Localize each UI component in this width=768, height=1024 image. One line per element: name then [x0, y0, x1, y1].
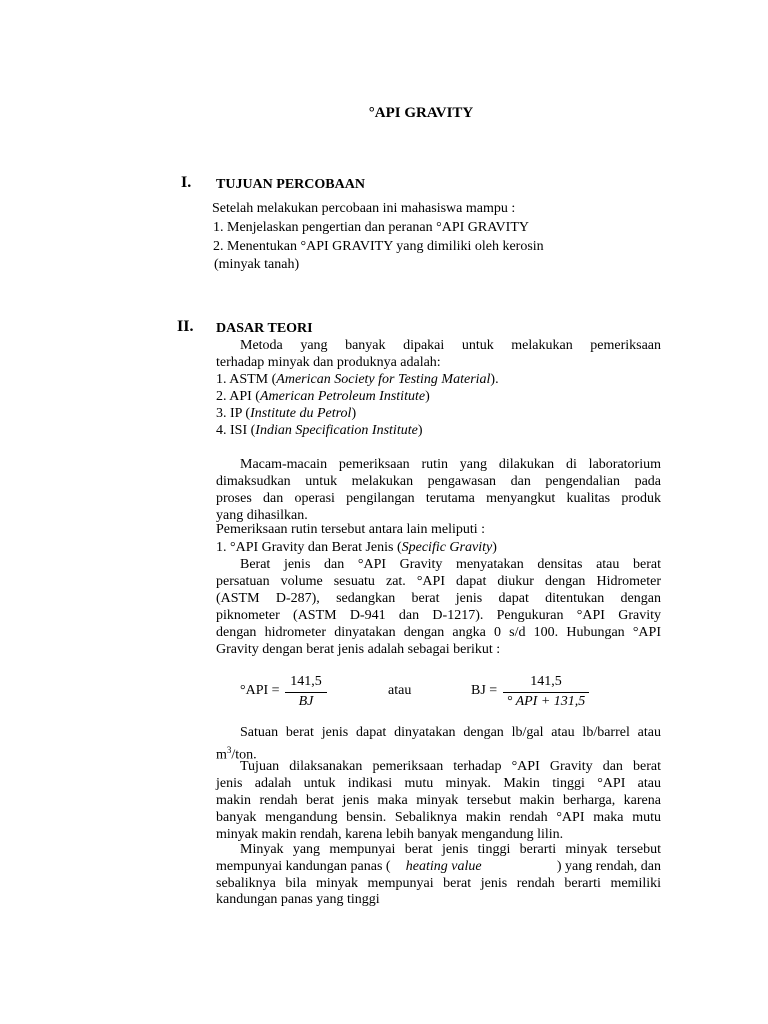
standard-item-isi: 4. ISI (Indian Specification Institute) — [216, 423, 423, 438]
section-1-heading: TUJUAN PERCOBAAN — [216, 177, 365, 192]
paragraph-line: Metoda yang banyak dipakai untuk melakukan pemeriksaan — [240, 338, 661, 353]
equation-separator: atau — [388, 683, 412, 698]
equation-api-fraction — [285, 674, 327, 711]
paragraph-line: minyak makin rendah, karena lebih banyak mengandung lilin. — [216, 827, 564, 842]
standard-item-ip: 3. IP (Institute du Petrol) — [216, 406, 357, 421]
paragraph-line: Satuan berat jenis dapat dinyatakan dengan lb/gal atau lb/barrel atau — [240, 725, 661, 740]
paragraph-line: Macam-macain pemeriksaan rutin yang dilakukan di laboratorium — [240, 457, 661, 472]
paragraph-line: makin rendah berat jenis maka minyak tersebut makin berharga, karena — [216, 793, 661, 808]
paragraph-line: banyak mengandung bensin. Sebaliknya makin rendah °API maka mutu — [216, 810, 661, 825]
paragraph-line: mempunyai kandungan panas ( heating value ) yang rendah, dan — [216, 859, 661, 874]
paragraph-line: Minyak yang mempunyai berat jenis tinggi berarti minyak tersebut — [240, 842, 661, 857]
paragraph-line: Gravity dengan berat jenis adalah sebagai berikut : — [216, 642, 501, 657]
page-title: °API GRAVITY — [368, 105, 474, 121]
paragraph-line: Tujuan dilaksanakan pemeriksaan terhadap °API Gravity dan berat — [240, 759, 661, 774]
paragraph-line: $m^3$/ton. — [216, 745, 257, 763]
paragraph-line: Pemeriksaan rutin tersebut antara lain meliputi : — [216, 522, 486, 537]
paragraph-line: terhadap minyak dan produknya adalah: — [216, 355, 441, 370]
paragraph-line: dimaksudkan untuk melakukan pengawasan dan pengendalian pada — [216, 474, 661, 489]
section-1-item-2: 2. Menentukan °API GRAVITY yang dimiliki oleh kerosin — [213, 239, 544, 254]
standard-item-astm: 1. ASTM (American Society for Testing Material). — [216, 372, 499, 387]
paragraph-line: persatuan volume sesuatu zat. °API dapat diukur dengan Hidrometer — [216, 574, 661, 589]
paragraph-line: (ASTM D-287), sedangkan berat jenis dapat ditentukan dengan — [216, 591, 661, 606]
equation-bj-denominator: ° API + 131,5 — [506, 693, 586, 709]
equation-bj-numerator: 141,5 — [503, 674, 589, 693]
section-1-item-2-cont: (minyak tanah) — [214, 257, 300, 272]
section-1-intro: Setelah melakukan percobaan ini mahasiswa mampu : — [212, 201, 516, 216]
standard-item-api: 2. API (American Petroleum Institute) — [216, 389, 430, 404]
equation-api-denominator: BJ — [298, 693, 314, 709]
equation-bj-fraction — [503, 674, 589, 711]
paragraph-line: kandungan panas yang tinggi — [216, 892, 380, 907]
paragraph-line: jenis adalah untuk indikasi mutu minyak. Makin tinggi °API atau — [216, 776, 661, 791]
equation-api-numerator: 141,5 — [285, 674, 327, 693]
section-1-number: I. — [181, 174, 192, 191]
section-2-heading: DASAR TEORI — [216, 321, 313, 336]
paragraph-line: dengan hidrometer dinyatakan dengan angka 0 s/d 100. Hubungan °API — [216, 625, 661, 640]
equation-api-lhs: °API = — [240, 683, 280, 698]
paragraph-line: proses dan operasi pengilangan terutama menyangkut kualitas produk — [216, 491, 661, 506]
section-1-item-1: 1. Menjelaskan pengertian dan peranan °API GRAVITY — [213, 220, 529, 235]
subheading-api-gravity: 1. °API Gravity dan Berat Jenis (Specific Gravity) — [216, 540, 497, 555]
paragraph-line: piknometer (ASTM D-941 dan D-1217). Pengukuran °API Gravity — [216, 608, 661, 623]
section-2-number: II. — [177, 318, 194, 335]
paragraph-line: sebaliknya bila minyak mempunyai berat jenis rendah berarti memiliki — [216, 876, 661, 891]
equation-bj-lhs: BJ = — [471, 683, 498, 698]
paragraph-line: yang dihasilkan. — [216, 508, 308, 523]
paragraph-line: Berat jenis dan °API Gravity menyatakan densitas atau berat — [240, 557, 661, 572]
